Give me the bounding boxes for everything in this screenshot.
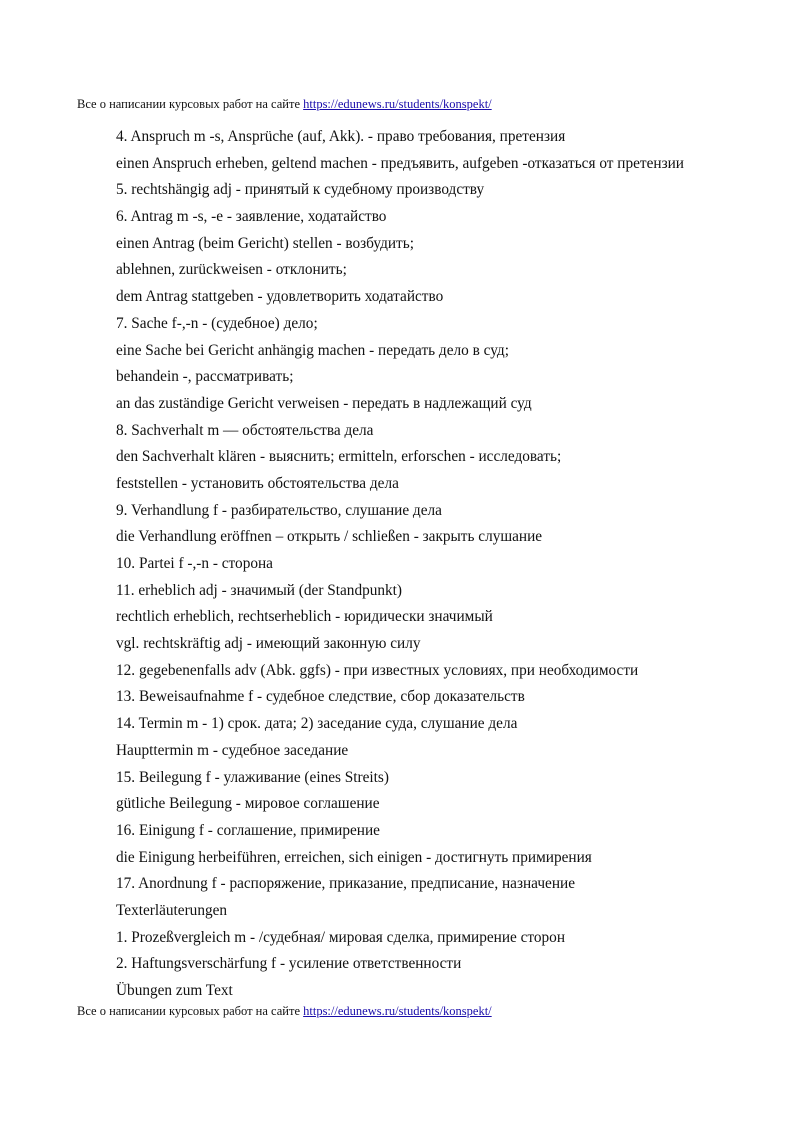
section-heading-texterlaeuterungen: Texterläuterungen [116, 901, 228, 919]
glossary-line: die Verhandlung eröffnen – открыть / schließen - закрыть слушание [116, 528, 543, 546]
glossary-line: 2. Haftungsverschärfung f - усиление ответственности [116, 955, 462, 973]
glossary-line: einen Anspruch erheben, geltend machen - предъявить, aufgeben -отказаться от претензии [116, 154, 684, 172]
glossary-line: feststellen - установить обстоятельства дела [116, 474, 399, 492]
glossary-line: 4. Anspruch m -s, Ansprüche (auf, Akk). - право требования, претензия [116, 128, 566, 145]
glossary-line: 17. Anordnung f - распоряжение, приказание, предписание, назначение [116, 875, 575, 893]
glossary-line: rechtlich erheblich, rechtserheblich - юридически значимый [116, 608, 493, 626]
glossary-line: an das zuständige Gericht verweisen - передать в надлежащий суд [116, 394, 532, 412]
glossary-line: dem Antrag stattgeben - удовлетворить ходатайство [116, 288, 444, 306]
footer-note [77, 1003, 492, 1019]
header-link[interactable]: https://edunews.ru/students/konspekt/ [303, 97, 492, 111]
glossary-line: 16. Einigung f - соглашение, примирение [116, 821, 380, 839]
footer-link[interactable]: https://edunews.ru/students/konspekt/ [303, 1004, 492, 1018]
glossary-line: 7. Sache f-,-n - (судебное) дело; [116, 314, 318, 332]
glossary-line: 15. Beilegung f - улаживание (eines Streits) [116, 768, 389, 786]
glossary-line: die Einigung herbeiführen, erreichen, sich einigen - достигнуть примирения [116, 848, 592, 866]
section-heading-uebungen: Übungen zum Text [116, 982, 233, 999]
glossary-line: 11. erheblich adj - значимый (der Standpunkt) [116, 581, 403, 599]
header-note-text: Все о написании курсовых работ на сайте [77, 97, 300, 111]
glossary-content [116, 124, 796, 1005]
glossary-line: 13. Beweisaufnahme f - судебное следствие, сбор доказательств [116, 688, 525, 706]
glossary-line: 1. Prozeßvergleich m - /судебная/ мировая сделка, примирение сторон [116, 928, 566, 946]
glossary-line: einen Antrag (beim Gericht) stellen - возбудить; [116, 234, 414, 252]
glossary-line: 12. gegebenenfalls adv (Abk. ggfs) - при известных условиях, при необходимости [116, 661, 639, 679]
glossary-line: 9. Verhandlung f - разбирательство, слушание дела [116, 501, 442, 519]
glossary-line: Haupttermin m - судебное заседание [116, 741, 349, 759]
header-note [77, 96, 492, 112]
glossary-line: behandein -, рассматривать; [116, 368, 294, 386]
glossary-line: den Sachverhalt klären - выяснить; ermitteln, erforschen - исследовать; [116, 448, 562, 466]
glossary-line: 14. Termin m - 1) срок. дата; 2) заседание суда, слушание дела [116, 715, 518, 733]
glossary-line: 8. Sachverhalt m — обстоятельства дела [116, 421, 374, 439]
glossary-line: vgl. rechtskräftig adj - имеющий законную силу [116, 635, 421, 653]
glossary-line: gütliche Beilegung - мировое соглашение [116, 795, 380, 813]
glossary-line: 10. Partei f -,-n - сторона [116, 555, 273, 572]
glossary-line: eine Sache bei Gericht anhängig machen - передать дело в суд; [116, 341, 509, 359]
glossary-line: 6. Antrag m -s, -e - заявление, ходатайство [116, 208, 387, 226]
footer-note-text: Все о написании курсовых работ на сайте [77, 1004, 300, 1018]
glossary-line: ablehnen, zurückweisen - отклонить; [116, 261, 347, 279]
glossary-line: 5. rechtshängig adj - принятый к судебному производству [116, 181, 485, 199]
